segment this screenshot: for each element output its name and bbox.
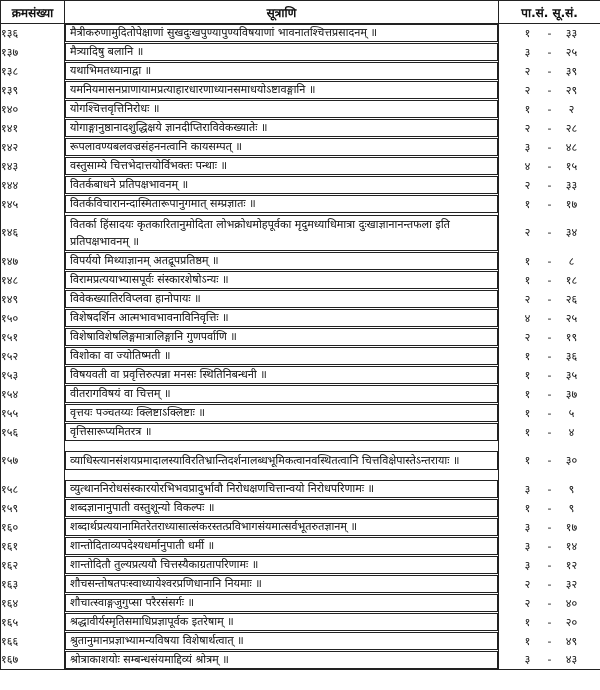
row-sutra-cell — [65, 24, 499, 43]
row-sutra-cell — [65, 594, 499, 613]
reference-separator: - — [547, 197, 552, 211]
sutra-number: ४० — [565, 596, 578, 610]
table-header-row — [1, 1, 600, 24]
sutra-text: वितर्कबाधने प्रतिपक्षभावनम् ॥ — [65, 176, 498, 194]
sutra-text: विरामप्रत्ययाभ्यासपूर्वः संस्कारशेषोऽन्यः ॥ — [65, 271, 498, 289]
row-reference-cell — [499, 138, 600, 157]
row-reference-cell — [499, 575, 600, 594]
sutra-text: वस्तुसाम्ये चित्तभेदात्तयोर्विभक्तः पन्थाः ॥ — [65, 157, 498, 175]
sutra-text: शब्दज्ञानानुपाती वस्तुशून्यो विकल्पः ॥ — [65, 499, 498, 517]
row-reference-cell — [499, 404, 600, 423]
sutra-number: १९ — [565, 330, 578, 344]
row-serial-number: १३८ — [1, 62, 65, 81]
pada-number: ३ — [524, 520, 531, 534]
table-row — [1, 214, 600, 252]
pada-number: १ — [524, 273, 531, 287]
row-sutra-cell — [65, 100, 499, 119]
row-sutra-cell — [65, 537, 499, 556]
sutra-text: श्रोत्राकाशयोः सम्बन्धसंयमाद्दिव्यं श्रोत्रम् ॥ — [65, 651, 498, 669]
table-row — [1, 575, 600, 594]
table-row — [1, 613, 600, 632]
row-serial-number: १४९ — [1, 290, 65, 309]
sutra-text: श्रुतानुमानप्रज्ञाभ्यामन्यविषया विशेषार्थत्वात् ॥ — [65, 632, 498, 650]
row-serial-number: १४० — [1, 100, 65, 119]
table-row — [1, 594, 600, 613]
row-sutra-cell — [65, 575, 499, 594]
table-row — [1, 62, 600, 81]
table-row — [1, 404, 600, 423]
reference-separator: - — [547, 102, 552, 116]
row-serial-number: १५७ — [1, 442, 65, 480]
row-serial-number: १४६ — [1, 214, 65, 252]
sutra-text: वितर्कविचारानन्दास्मितारूपानुगमात् सम्प्रज्ञातः ॥ — [65, 195, 498, 213]
reference-separator: - — [547, 425, 552, 439]
sutra-number: २९ — [565, 83, 578, 97]
table-row — [1, 423, 600, 442]
row-reference-cell — [499, 347, 600, 366]
sutra-text: योगश्चित्तवृत्तिनिरोधः ॥ — [65, 100, 498, 118]
row-serial-number: १५६ — [1, 423, 65, 442]
pada-number: २ — [524, 226, 531, 239]
row-sutra-cell — [65, 43, 499, 62]
sutra-text: शब्दार्थप्रत्ययानामितरेतराध्यासात्संकरस्तत्प्रविभागसंयमात्सर्वभूतरुतज्ञानम् ॥ — [65, 518, 498, 536]
row-serial-number: १६६ — [1, 632, 65, 651]
row-serial-number: १६० — [1, 518, 65, 537]
row-serial-number: १६३ — [1, 575, 65, 594]
row-reference-cell — [499, 442, 600, 480]
pada-number: २ — [524, 121, 531, 135]
pada-number: २ — [524, 577, 531, 591]
row-serial-number: १४५ — [1, 195, 65, 214]
table-row — [1, 442, 600, 480]
sutra-number: ४९ — [565, 634, 578, 648]
reference-separator: - — [547, 501, 552, 515]
reference-separator: - — [547, 330, 552, 344]
table-row — [1, 499, 600, 518]
pada-number: ३ — [524, 539, 531, 553]
row-reference-cell — [499, 81, 600, 100]
sutra-text: शौचात्स्वाङ्गजुगुप्सा परैरसंसर्गः ॥ — [65, 594, 498, 612]
pada-number: ३ — [524, 653, 531, 667]
sutra-text: विषयवती वा प्रवृत्तिरुत्पन्ना मनसः स्थितिनिबन्धनी ॥ — [65, 366, 498, 384]
row-reference-cell — [499, 309, 600, 328]
row-serial-number: १४७ — [1, 252, 65, 271]
row-reference-cell — [499, 271, 600, 290]
pada-number: ३ — [524, 558, 531, 572]
reference-separator: - — [547, 520, 552, 534]
sutra-number: ३० — [565, 454, 578, 467]
sutra-text: शान्तोदितौ तुल्यप्रत्ययौ चित्तस्यैकाग्रतापरिणामः ॥ — [65, 556, 498, 574]
row-reference-cell — [499, 119, 600, 138]
row-reference-cell — [499, 385, 600, 404]
reference-separator: - — [547, 406, 552, 420]
pada-number: १ — [524, 454, 531, 467]
row-serial-number: १५८ — [1, 480, 65, 499]
reference-separator: - — [547, 64, 552, 78]
sutra-text: योगाङ्गानुष्ठानादशुद्धिक्षये ज्ञानदीप्तिराविवेकख्यातेः ॥ — [65, 119, 498, 137]
row-sutra-cell — [65, 62, 499, 81]
row-serial-number: १४८ — [1, 271, 65, 290]
reference-separator: - — [547, 349, 552, 363]
row-serial-number: १६१ — [1, 537, 65, 556]
sutra-number: १७ — [565, 197, 578, 211]
sutra-text: वितर्का हिंसादयः कृतकारितानुमोदिता लोभक्रोधमोहपूर्वका मृदुमध्याधिमात्रा दुःखाज्ञानानन्तफला इति प्रतिपक्षभावनम् ॥ — [65, 215, 498, 251]
row-reference-cell — [499, 157, 600, 176]
row-reference-cell — [499, 594, 600, 613]
reference-separator: - — [547, 178, 552, 192]
row-reference-cell — [499, 613, 600, 632]
row-reference-cell — [499, 366, 600, 385]
row-serial-number: १४१ — [1, 119, 65, 138]
sutra-text: विवेकख्यातिरविप्लवा हानोपायः ॥ — [65, 290, 498, 308]
sutra-number: १४ — [565, 539, 578, 553]
reference-separator: - — [547, 273, 552, 287]
row-sutra-cell — [65, 176, 499, 195]
pada-number: १ — [524, 26, 531, 40]
row-sutra-cell — [65, 252, 499, 271]
table-row — [1, 119, 600, 138]
row-sutra-cell — [65, 119, 499, 138]
table-row — [1, 252, 600, 271]
row-serial-number: १६७ — [1, 651, 65, 670]
reference-separator: - — [547, 83, 552, 97]
row-reference-cell — [499, 423, 600, 442]
row-serial-number: १५५ — [1, 404, 65, 423]
table-row — [1, 290, 600, 309]
sutra-number: २५ — [565, 45, 578, 59]
sutra-number: ३७ — [565, 387, 578, 401]
table-row — [1, 43, 600, 62]
row-reference-cell — [499, 43, 600, 62]
sutra-number: ३२ — [565, 577, 578, 591]
row-reference-cell — [499, 632, 600, 651]
pada-number: ३ — [524, 140, 531, 154]
row-sutra-cell — [65, 290, 499, 309]
row-sutra-cell — [65, 366, 499, 385]
row-sutra-cell — [65, 309, 499, 328]
sutra-number: २८ — [565, 121, 578, 135]
row-sutra-cell — [65, 195, 499, 214]
table-row — [1, 632, 600, 651]
table-row — [1, 309, 600, 328]
row-reference-cell — [499, 651, 600, 670]
pada-number: १ — [524, 501, 531, 515]
sutra-text: व्याधिस्त्यानसंशयप्रमादालस्याविरतिभ्रान्तिदर्शनालब्धभूमिकत्वानवस्थितत्वानि चित्तविक्षेपास्तेऽन्तरायाः ॥ — [65, 451, 498, 470]
row-reference-cell — [499, 24, 600, 43]
row-sutra-cell — [65, 404, 499, 423]
sutra-number: ३९ — [565, 64, 578, 78]
reference-separator: - — [547, 159, 552, 173]
row-sutra-cell — [65, 423, 499, 442]
table-row — [1, 271, 600, 290]
pada-number: २ — [524, 64, 531, 78]
sutra-text: वीतरागविषयं वा चित्तम् ॥ — [65, 385, 498, 403]
row-sutra-cell — [65, 157, 499, 176]
reference-separator: - — [547, 454, 552, 467]
table-row — [1, 651, 600, 670]
reference-separator: - — [547, 634, 552, 648]
row-reference-cell — [499, 214, 600, 252]
reference-separator: - — [547, 577, 552, 591]
pada-number: २ — [524, 178, 531, 192]
sutra-text: रूपलावण्यबलवज्रसंहननत्वानि कायसम्पत् ॥ — [65, 138, 498, 156]
pada-number: ४ — [524, 311, 531, 325]
sutra-number: ४३ — [565, 653, 578, 667]
row-serial-number: १४२ — [1, 138, 65, 157]
table-row — [1, 556, 600, 575]
row-serial-number: १६४ — [1, 594, 65, 613]
table-row — [1, 81, 600, 100]
reference-separator: - — [547, 121, 552, 135]
sutra-number: ९ — [568, 501, 575, 515]
sutra-text: यमनियमासनप्राणायामप्रत्याहारधारणाध्यानसमाधयोऽष्टावङ्गानि ॥ — [65, 81, 498, 99]
row-sutra-cell — [65, 556, 499, 575]
row-sutra-cell — [65, 271, 499, 290]
row-serial-number: १६५ — [1, 613, 65, 632]
header-serial-number: क्रमसंख्या — [1, 1, 65, 24]
sutra-text: व्युत्थाननिरोधसंस्कारयोरभिभवप्रादुर्भावौ निरोधक्षणचित्तान्वयो निरोधपरिणामः ॥ — [65, 480, 498, 498]
reference-separator: - — [547, 311, 552, 325]
sutra-text: विपर्ययो मिथ्याज्ञानम् अतद्रूपप्रतिष्ठम् ॥ — [65, 252, 498, 270]
row-reference-cell — [499, 252, 600, 271]
table-row — [1, 385, 600, 404]
row-serial-number: १५० — [1, 309, 65, 328]
row-serial-number: १५१ — [1, 328, 65, 347]
row-serial-number: १४४ — [1, 176, 65, 195]
row-reference-cell — [499, 556, 600, 575]
sutra-number: २५ — [565, 311, 578, 325]
row-reference-cell — [499, 499, 600, 518]
row-serial-number: १३६ — [1, 24, 65, 43]
row-sutra-cell — [65, 328, 499, 347]
pada-number: २ — [524, 596, 531, 610]
sutra-number: १८ — [565, 273, 578, 287]
table-row — [1, 157, 600, 176]
reference-separator: - — [547, 226, 552, 239]
sutra-text: विशेषाविशेषलिङ्गमात्रालिङ्गानि गुणपर्वाणि ॥ — [65, 328, 498, 346]
sutra-number: ३६ — [565, 349, 578, 363]
sutra-text: मैत्र्यादिषु बलानि ॥ — [65, 43, 498, 61]
sutra-text: विशोका वा ज्योतिष्मती ॥ — [65, 347, 498, 365]
sutra-number: ८ — [568, 254, 575, 268]
sutra-number: ३३ — [565, 26, 578, 40]
row-reference-cell — [499, 176, 600, 195]
row-serial-number: १५२ — [1, 347, 65, 366]
row-serial-number: १५९ — [1, 499, 65, 518]
pada-number: २ — [524, 330, 531, 344]
row-reference-cell — [499, 100, 600, 119]
pada-number: १ — [524, 368, 531, 382]
sutra-number: ४ — [568, 425, 575, 439]
pada-number: १ — [524, 634, 531, 648]
sutra-number: २० — [565, 615, 578, 629]
sutra-number: ३५ — [565, 368, 578, 382]
row-reference-cell — [499, 290, 600, 309]
pada-number: १ — [524, 102, 531, 116]
reference-separator: - — [547, 140, 552, 154]
sutra-number: १५ — [565, 159, 578, 173]
sutra-number: २६ — [565, 292, 578, 306]
reference-separator: - — [547, 615, 552, 629]
pada-number: १ — [524, 406, 531, 420]
sutra-number: ३४ — [565, 226, 578, 239]
pada-number: १ — [524, 425, 531, 439]
row-sutra-cell — [65, 385, 499, 404]
row-reference-cell — [499, 480, 600, 499]
pada-number: ४ — [524, 159, 531, 173]
row-serial-number: १४३ — [1, 157, 65, 176]
row-sutra-cell — [65, 499, 499, 518]
table-row — [1, 366, 600, 385]
sutra-text: श्रद्धावीर्यस्मृतिसमाधिप्रज्ञापूर्वक इतरेषाम् ॥ — [65, 613, 498, 631]
row-serial-number: १३७ — [1, 43, 65, 62]
row-reference-cell — [499, 62, 600, 81]
sutra-text: विशेषदर्शिन आत्मभावभावनाविनिवृत्तिः ॥ — [65, 309, 498, 327]
table-row — [1, 537, 600, 556]
sutra-number: ४८ — [565, 140, 578, 154]
table-row — [1, 480, 600, 499]
pada-number: १ — [524, 615, 531, 629]
reference-separator: - — [547, 45, 552, 59]
sutra-number: ५ — [568, 406, 575, 420]
reference-separator: - — [547, 653, 552, 667]
row-sutra-cell — [65, 214, 499, 252]
sutra-text: वृत्तयः पञ्चतय्यः क्लिष्टाऽक्लिष्टाः ॥ — [65, 404, 498, 422]
table-row — [1, 195, 600, 214]
reference-separator: - — [547, 539, 552, 553]
table-row — [1, 328, 600, 347]
header-sutras: सूत्राणि — [65, 1, 499, 24]
pada-number: ३ — [524, 45, 531, 59]
reference-separator: - — [547, 558, 552, 572]
sutra-number: १७ — [565, 520, 578, 534]
sutra-number: ९ — [568, 482, 575, 496]
table-row — [1, 518, 600, 537]
pada-number: २ — [524, 83, 531, 97]
pada-number: १ — [524, 387, 531, 401]
row-sutra-cell — [65, 138, 499, 157]
row-serial-number: १५४ — [1, 385, 65, 404]
pada-number: १ — [524, 349, 531, 363]
reference-separator: - — [547, 368, 552, 382]
sutra-text: वृत्तिसारूप्यमितरत्र ॥ — [65, 423, 498, 441]
reference-separator: - — [547, 482, 552, 496]
header-pada-sutra-number: पा.सं. सू.सं. — [499, 1, 600, 24]
row-reference-cell — [499, 518, 600, 537]
row-sutra-cell — [65, 442, 499, 480]
table-body — [1, 24, 600, 670]
sutra-text: शौचसन्तोषतपःस्वाध्यायेश्वरप्रणिधानानि नियमाः ॥ — [65, 575, 498, 593]
row-serial-number: १६२ — [1, 556, 65, 575]
row-reference-cell — [499, 195, 600, 214]
row-serial-number: १५३ — [1, 366, 65, 385]
table-row — [1, 176, 600, 195]
reference-separator: - — [547, 596, 552, 610]
row-sutra-cell — [65, 347, 499, 366]
pada-number: १ — [524, 197, 531, 211]
reference-separator: - — [547, 292, 552, 306]
table-row — [1, 138, 600, 157]
row-serial-number: १३९ — [1, 81, 65, 100]
sutra-number: ३३ — [565, 178, 578, 192]
sutra-text: शान्तोदिताव्यपदेश्यधर्मानुपाती धर्मी ॥ — [65, 537, 498, 555]
row-reference-cell — [499, 537, 600, 556]
reference-separator: - — [547, 254, 552, 268]
row-sutra-cell — [65, 480, 499, 499]
sutra-text: यथाभिमतध्यानाद्वा ॥ — [65, 62, 498, 80]
table-row — [1, 24, 600, 43]
pada-number: १ — [524, 254, 531, 268]
row-sutra-cell — [65, 518, 499, 537]
row-sutra-cell — [65, 651, 499, 670]
pada-number: २ — [524, 292, 531, 306]
sutra-number: १२ — [565, 558, 578, 572]
table-row — [1, 347, 600, 366]
row-reference-cell — [499, 328, 600, 347]
row-sutra-cell — [65, 81, 499, 100]
pada-number: ३ — [524, 482, 531, 496]
sutra-number: २ — [568, 102, 575, 116]
reference-separator: - — [547, 26, 552, 40]
table-row — [1, 100, 600, 119]
row-sutra-cell — [65, 613, 499, 632]
sutra-text: मैत्रीकरुणामुदितोपेक्षाणां सुखदुःखपुण्यापुण्यविषयाणां भावनातश्चित्तप्रसादनम् ॥ — [65, 24, 498, 42]
row-sutra-cell — [65, 632, 499, 651]
reference-separator: - — [547, 387, 552, 401]
